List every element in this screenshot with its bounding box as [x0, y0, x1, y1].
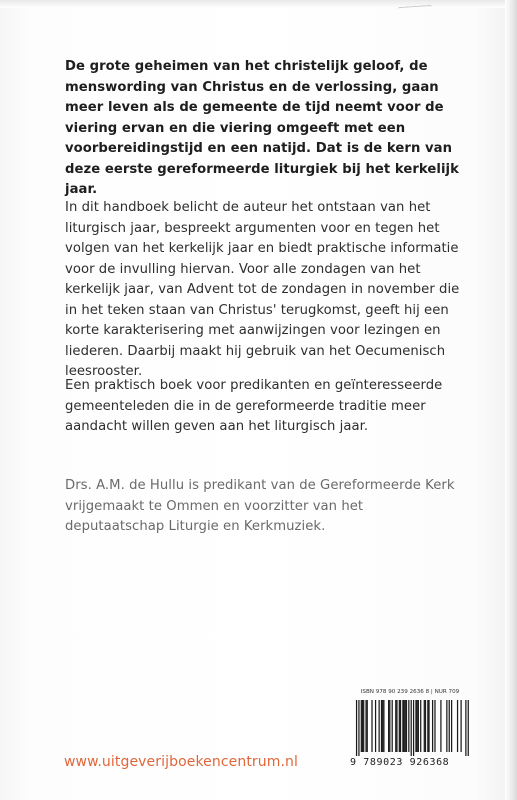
barcode-bar: [379, 700, 380, 752]
barcode-bar: [383, 700, 384, 752]
barcode-bar: [396, 700, 397, 752]
barcode-bar: [375, 700, 376, 752]
barcode-bar: [392, 700, 393, 752]
barcode-bar: [417, 700, 418, 752]
barcode-bar: [418, 700, 419, 752]
description-text: In dit handboek belicht de auteur het ontstaan van het liturgisch jaar, bespreekt argumenten voor en tegen het volgen van het kerkelijk jaar en biedt praktische informatie voor de invulling hiervan. Voor alle zondagen van het kerkelijk jaar, van Advent tot de zondagen in november die in het teken staan van Christus' terugkomst, geeft hij een korte karakterisering met aanwijzingen voor lezingen en liederen. Daarbij maakt hij gebruik van het Oecumenisch leesrooster.: [65, 200, 460, 379]
barcode-bar: [413, 700, 414, 756]
audience-text: Een praktisch boek voor predikanten en geïnteresseerde gemeenteleden die in de gereformeerde traditie meer aandacht willen geven aan het liturgisch jaar.: [65, 378, 443, 434]
publisher-website[interactable]: www.uitgeverijboekencentrum.nl: [64, 754, 299, 770]
barcode-bar: [432, 700, 433, 752]
barcode-bar: [363, 700, 364, 752]
barcode-bar: [406, 700, 407, 752]
barcode-bar: [465, 700, 466, 756]
barcode-bar: [358, 700, 359, 756]
barcode-bar: [371, 700, 372, 752]
barcode-bar: [395, 700, 396, 752]
barcode-bar: [428, 700, 429, 752]
intro-text: De grote geheimen van het christelijk geloof, de menswording van Christus en de verlossing, gaan meer leven als de gemeente de tijd neemt voor de viering ervan en die viering omgeeft met een voorbereidingstijd en een natijd. Dat is de kern van deze eerste gereformeerde liturgiek bij het kerkelijk jaar.: [65, 59, 459, 197]
barcode-bar: [440, 700, 441, 752]
barcode-bar: [402, 700, 403, 752]
barcode-bar: [367, 700, 368, 752]
author-bio: [65, 476, 465, 538]
barcode-bar: [427, 700, 428, 752]
intro-paragraph: [65, 57, 465, 201]
author-bio-text: Drs. A.M. de Hullu is predikant van de Gereformeerde Kerk vrijgemaakt te Ommen en voorzitter van het deputaatschap Liturgie en Kerkmuziek.: [65, 478, 455, 534]
barcode-bar: [449, 700, 450, 752]
barcode-bar: [434, 700, 435, 752]
barcode-bars: [350, 700, 470, 756]
barcode-number: 9 789023 926368: [350, 757, 450, 768]
barcode-bar: [451, 700, 452, 752]
barcode-bar: [408, 700, 409, 752]
barcode-bar: [425, 700, 426, 752]
cover-top-edge: [0, 0, 517, 8]
barcode-bar: [399, 700, 400, 752]
isbn-barcode: [350, 689, 470, 769]
cover-spine-edge: [505, 0, 517, 800]
barcode-bar: [460, 700, 461, 752]
isbn-caption: ISBN 978 90 239 2636 8 | NUR 709: [360, 689, 460, 695]
barcode-bar: [356, 700, 357, 756]
barcode-bar: [389, 700, 390, 752]
barcode-bar: [411, 700, 412, 756]
barcode-bar: [361, 700, 362, 752]
barcode-bar: [388, 700, 389, 752]
audience-paragraph: [65, 376, 465, 438]
barcode-bar: [362, 700, 363, 752]
barcode-bar: [457, 700, 458, 752]
description-paragraph: [65, 198, 465, 383]
barcode-bar: [400, 700, 401, 752]
barcode-bar: [446, 700, 447, 752]
barcode-bar: [365, 700, 366, 752]
barcode-bar: [382, 700, 383, 752]
barcode-bar: [424, 700, 425, 752]
barcode-bar: [415, 700, 416, 752]
barcode-bar: [420, 700, 421, 752]
barcode-bar: [403, 700, 404, 752]
barcode-bar: [468, 700, 469, 756]
barcode-bar: [381, 700, 382, 752]
barcode-bar: [405, 700, 406, 752]
cover-scuff: [398, 5, 432, 11]
